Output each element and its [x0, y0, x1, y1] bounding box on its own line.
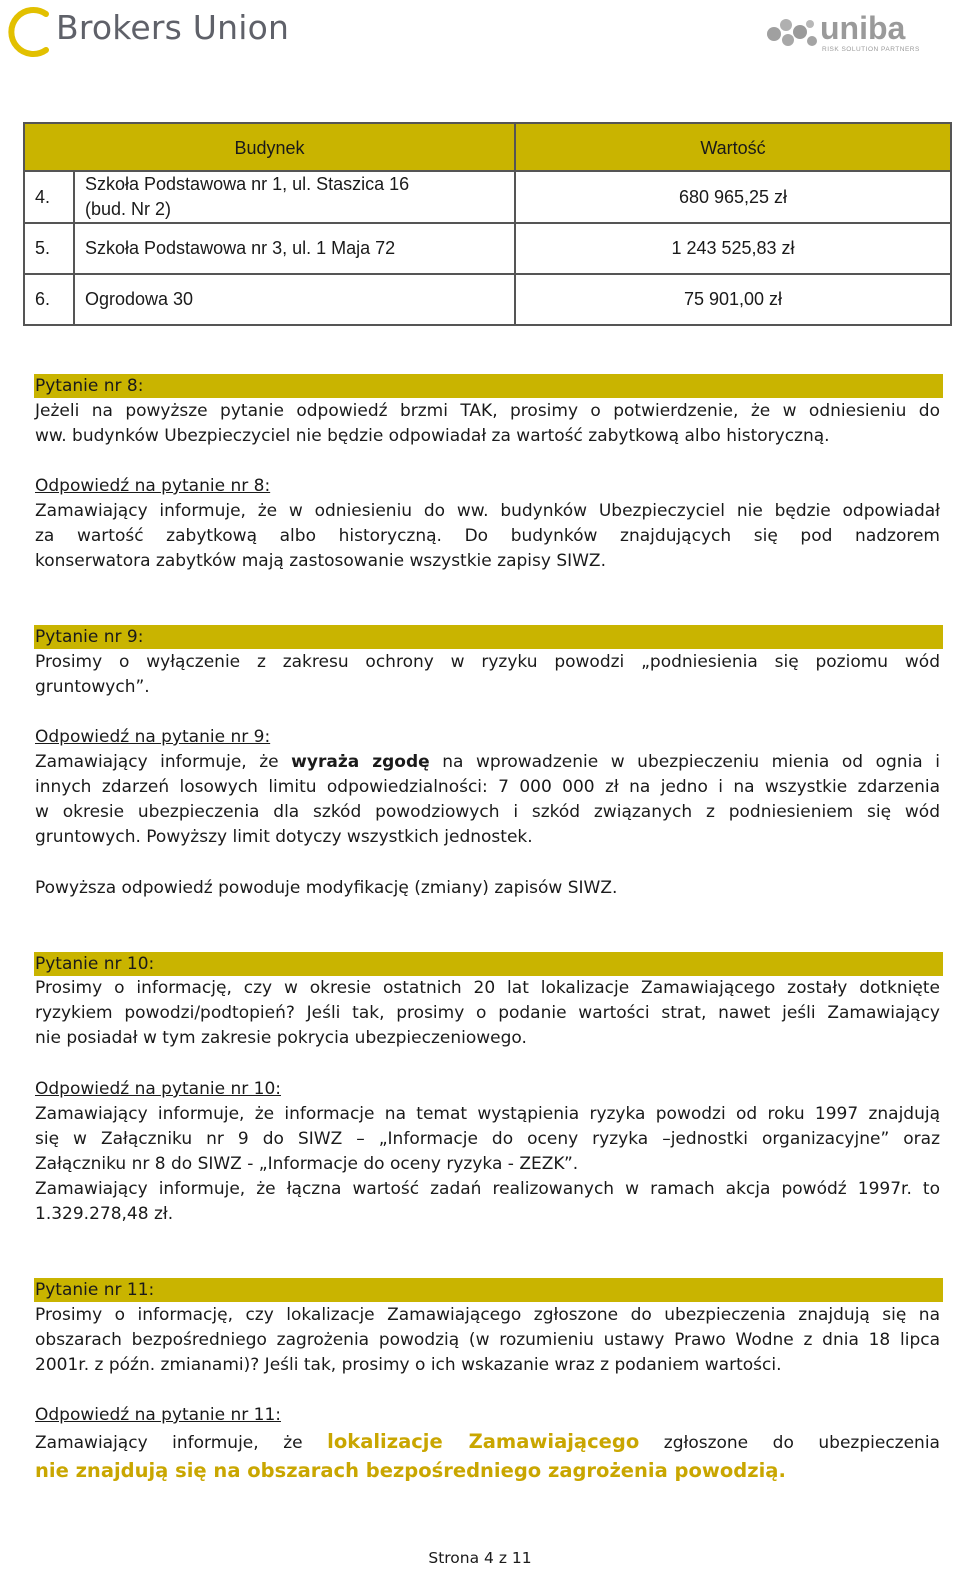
building-name: Ogrodowa 30: [74, 274, 515, 325]
question-11-title: Pytanie nr 11:: [34, 1278, 943, 1302]
building-value: 680 965,25 zł: [515, 171, 951, 223]
brokers-union-logo-text: Brokers Union: [56, 8, 290, 47]
uniba-logo-text: uniba: [820, 10, 906, 46]
row-number: 5.: [24, 223, 74, 274]
answer-10-title: Odpowiedź na pytanie nr 10:: [35, 1079, 281, 1099]
answer-9-note: Powyższa odpowiedź powoduje modyfikację (zmiany) zapisów SIWZ.: [35, 878, 618, 898]
answer-11-title: Odpowiedź na pytanie nr 11:: [35, 1405, 281, 1425]
table-row: [24, 171, 951, 223]
question-8-text: Jeżeli na powyższe pytanie odpowiedź brzmi TAK, prosimy o potwierdzenie, że w odniesieniu do ww. budynków Ubezpieczyciel nie będzie odpowiadał za wartość zabytkową albo historyczną.: [35, 401, 940, 446]
consent-emphasis: wyraża zgodę: [291, 752, 430, 772]
question-8-title: Pytanie nr 8:: [34, 374, 943, 398]
highlighted-conclusion: nie znajdują się na obszarach bezpośredniego zagrożenia powodzią.: [35, 1459, 786, 1482]
uniba-logo: [764, 8, 954, 56]
answer-11-text: Zamawiający informuje, że lokalizacje Zamawiającego zgłoszone do ubezpieczenia nie znajdują się na obszarach bezpośredniego zagrożenia powodzią.: [35, 1428, 940, 1485]
answer-8-title: Odpowiedź na pytanie nr 8:: [35, 476, 271, 496]
question-9-text: Prosimy o wyłączenie z zakresu ochrony w ryzyku powodzi „podniesienia się poziomu wód gruntowych”.: [35, 652, 940, 697]
table-header-row: [24, 123, 951, 171]
building-name: Szkoła Podstawowa nr 3, ul. 1 Maja 72: [74, 223, 515, 274]
question-9-title: Pytanie nr 9:: [34, 625, 943, 649]
question-10-text: Prosimy o informację, czy w okresie ostatnich 20 lat lokalizacje Zamawiającego zostały dotknięte ryzykiem powodzi/podtopień? Jeśli tak, prosimy o podanie wartości strat, nawet jeśli Zamawiający nie posiadał w tym zakresie pokrycia ubezpieczeniowego.: [35, 978, 940, 1048]
highlighted-locations: lokalizacje Zamawiającego: [327, 1430, 640, 1453]
uniba-bubbles-icon: [764, 14, 820, 50]
column-header-building: Budynek: [24, 123, 515, 171]
uniba-tagline: RISK SOLUTION PARTNERS: [822, 46, 920, 53]
table-row: [24, 274, 951, 325]
question-10-title: Pytanie nr 10:: [34, 952, 943, 976]
building-name: [74, 171, 515, 223]
table-row: [24, 223, 951, 274]
building-value: 75 901,00 zł: [515, 274, 951, 325]
page-number: Strona 4 z 11: [428, 1549, 532, 1567]
question-11-text: Prosimy o informację, czy lokalizacje Zamawiającego zgłoszone do ubezpieczenia znajdują się na obszarach bezpośredniego zagrożenia powodzią (w rozumieniu ustawy Prawo Wodne z dnia 18 lipca 2001r. z późn. zmianami)? Jeśli tak, prosimy o ich wskazanie wraz z podaniem wartości.: [35, 1305, 940, 1375]
building-name-line: (bud. Nr 2): [85, 199, 172, 219]
row-number: 4.: [24, 171, 74, 223]
answer-10-text: Zamawiający informuje, że informacje na temat wystąpienia ryzyka powodzi od roku 1997 znajdują się w Załączniku nr 9 do SIWZ – „Informacje do oceny ryzyka –jednostki organizacyjne” oraz Załączniku nr 8 do SIWZ - „Informacje do oceny ryzyka - ZEZK”. Zamawiający informuje, że łączna wartość zadań realizowanych w ramach akcja powódź 1997r. to 1.329.278,48 zł.: [35, 1104, 940, 1224]
building-name-line: Szkoła Podstawowa nr 1, ul. Staszica 16: [85, 174, 410, 194]
answer-9-text: Zamawiający informuje, że wyraża zgodę na wprowadzenie w ubezpieczeniu mienia od ognia i innych zdarzeń losowych limitu odpowiedzialności: 7 000 000 zł na jedno i na wszystkie zdarzenia w okresie ubezpieczenia dla szkód powodziowych i szkód związanych z podniesieniem się wód gruntowych. Powyższy limit dotyczy wszystkich jednostek.: [35, 752, 940, 847]
brokers-union-ring-icon: [6, 6, 58, 58]
buildings-table: [23, 122, 952, 326]
row-number: 6.: [24, 274, 74, 325]
column-header-value: Wartość: [515, 123, 951, 171]
answer-9-title: Odpowiedź na pytanie nr 9:: [35, 727, 271, 747]
building-value: 1 243 525,83 zł: [515, 223, 951, 274]
brokers-union-logo: [6, 2, 290, 62]
answer-8-text: Zamawiający informuje, że w odniesieniu do ww. budynków Ubezpieczyciel nie będzie odpowiadał za wartość zabytkową albo historyczną. Do budynków znajdujących się pod nadzorem konserwatora zabytków mają zastosowanie wszystkie zapisy SIWZ.: [35, 501, 940, 571]
